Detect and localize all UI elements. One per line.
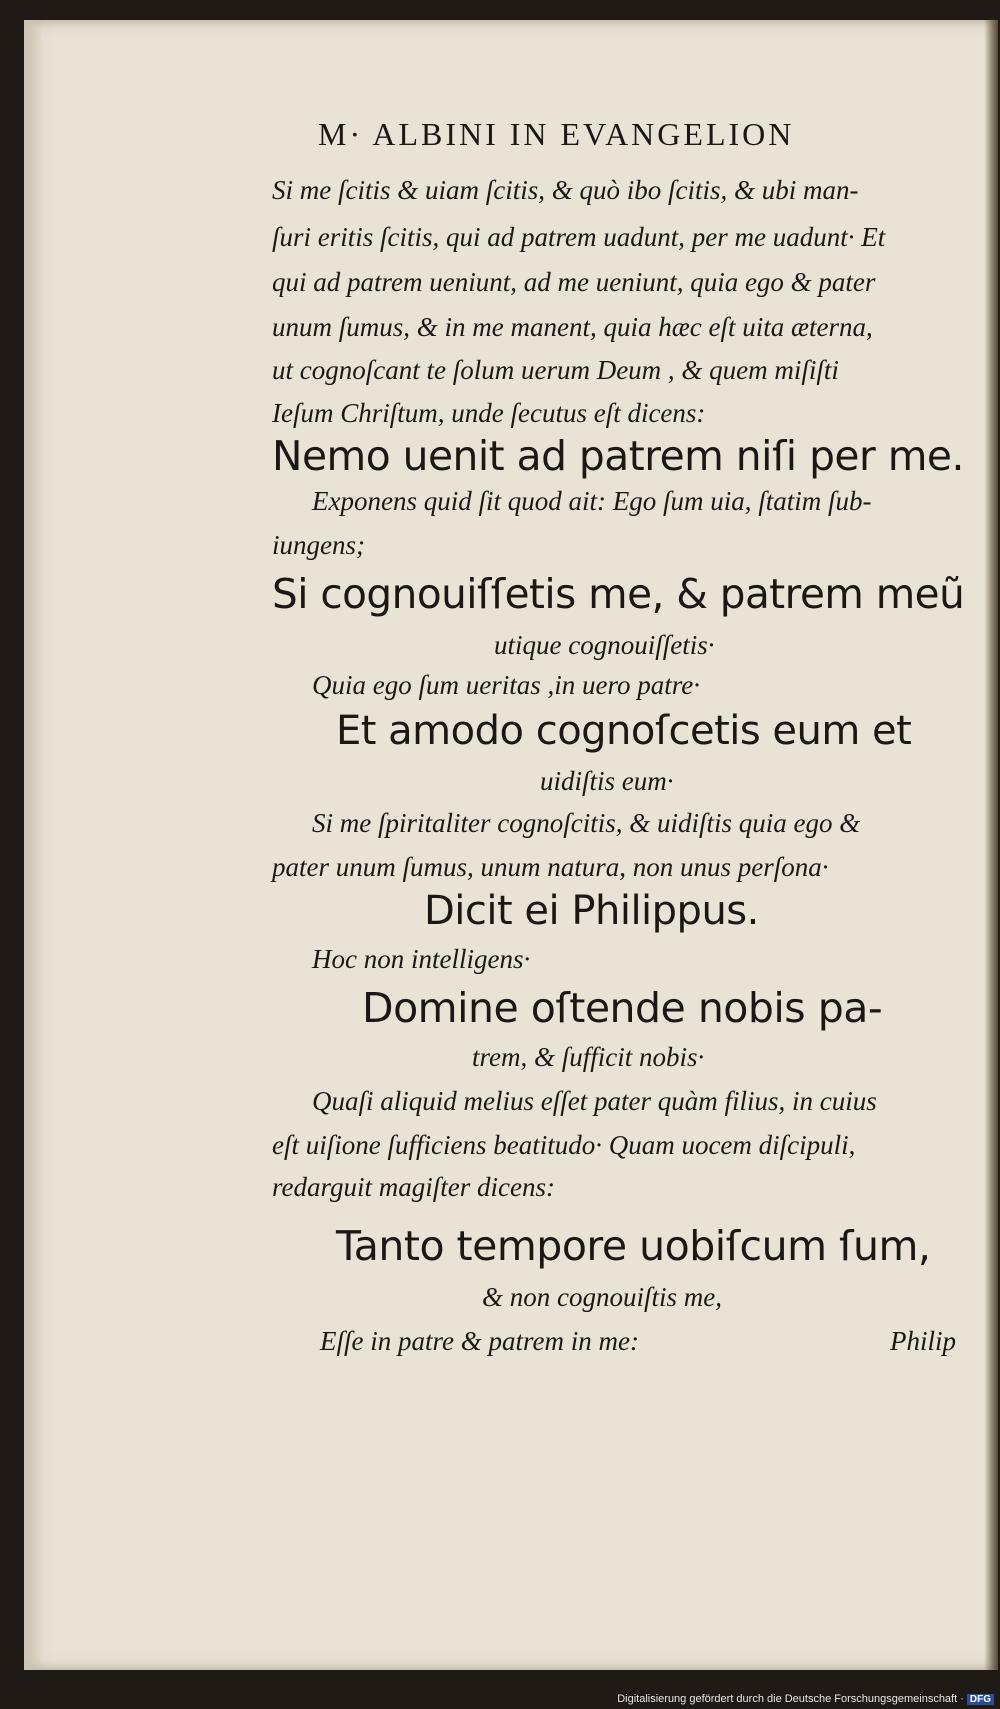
credit-text: Digitalisierung gefördert durch die Deutsche Forschungsgemeinschaft · [617,1693,964,1705]
text-line-13: pater unum ſumus, unum natura, non unus perſona· [272,852,829,882]
text-line-19: & non cognouiſtis me, [482,1282,722,1312]
text-line-18: redarguit magiſter dicens: [272,1172,555,1202]
text-line-7: Exponens quid ſit quod ait: Ego ſum uia, ſtatim ſub- [312,486,872,516]
running-header: M· ALBINI IN EVANGELION [318,116,795,152]
page-edge-shadow [984,20,998,1670]
lemma-line-1: Nemo uenit ad patrem niſi per me. [272,432,964,480]
digitization-credit [617,1693,994,1705]
text-line-17: eſt uiſione ſufficiens beatitudo· Quam uocem diſcipuli, [272,1130,856,1160]
lemma-line-2: Si cognouiſſetis me, & patrem meũ [272,570,965,618]
text-line-6: Ieſum Chriſtum, unde ſecutus eſt dicens: [272,398,706,428]
text-line-15: trem, & ſufficit nobis· [472,1042,705,1072]
lemma-line-6: Tanto tempore uobiſcum ſum, [336,1222,931,1270]
text-line-14: Hoc non intelligens· [312,944,531,974]
catchword: Philip [890,1326,956,1356]
dfg-logo: DFG [967,1694,994,1705]
text-line-9: utique cognouiſſetis· [494,630,715,660]
text-line-20: Eſſe in patre & patrem in me: [320,1326,639,1356]
text-line-8: iungens; [272,530,365,560]
text-line-10: Quia ego ſum ueritas ,in uero patre· [312,670,700,700]
text-line-3: qui ad patrem ueniunt, ad me ueniunt, quia ego & pater [272,267,876,297]
page-gutter-shadow [24,20,42,1670]
text-line-1: Si me ſcitis & uiam ſcitis, & quò ibo ſcitis, & ubi man- [272,175,859,205]
lemma-line-5: Domine oſtende nobis pa- [362,984,883,1032]
text-line-12: Si me ſpiritaliter cognoſcitis, & uidiſtis quia ego & [312,808,861,838]
text-line-4: unum ſumus, & in me manent, quia hæc eſt uita æterna, [272,312,873,342]
text-line-16: Quaſi aliquid melius eſſet pater quàm filius, in cuius [312,1086,877,1116]
text-line-5: ut cognoſcant te ſolum uerum Deum , & quem miſiſti [272,355,839,385]
text-line-11: uidiſtis eum· [540,766,674,796]
lemma-line-3: Et amodo cognoſcetis eum et [336,708,912,754]
text-line-2: ſuri eritis ſcitis, qui ad patrem uadunt, per me uadunt· Et [272,222,886,252]
lemma-line-4: Dicit ei Philippus. [424,888,759,934]
